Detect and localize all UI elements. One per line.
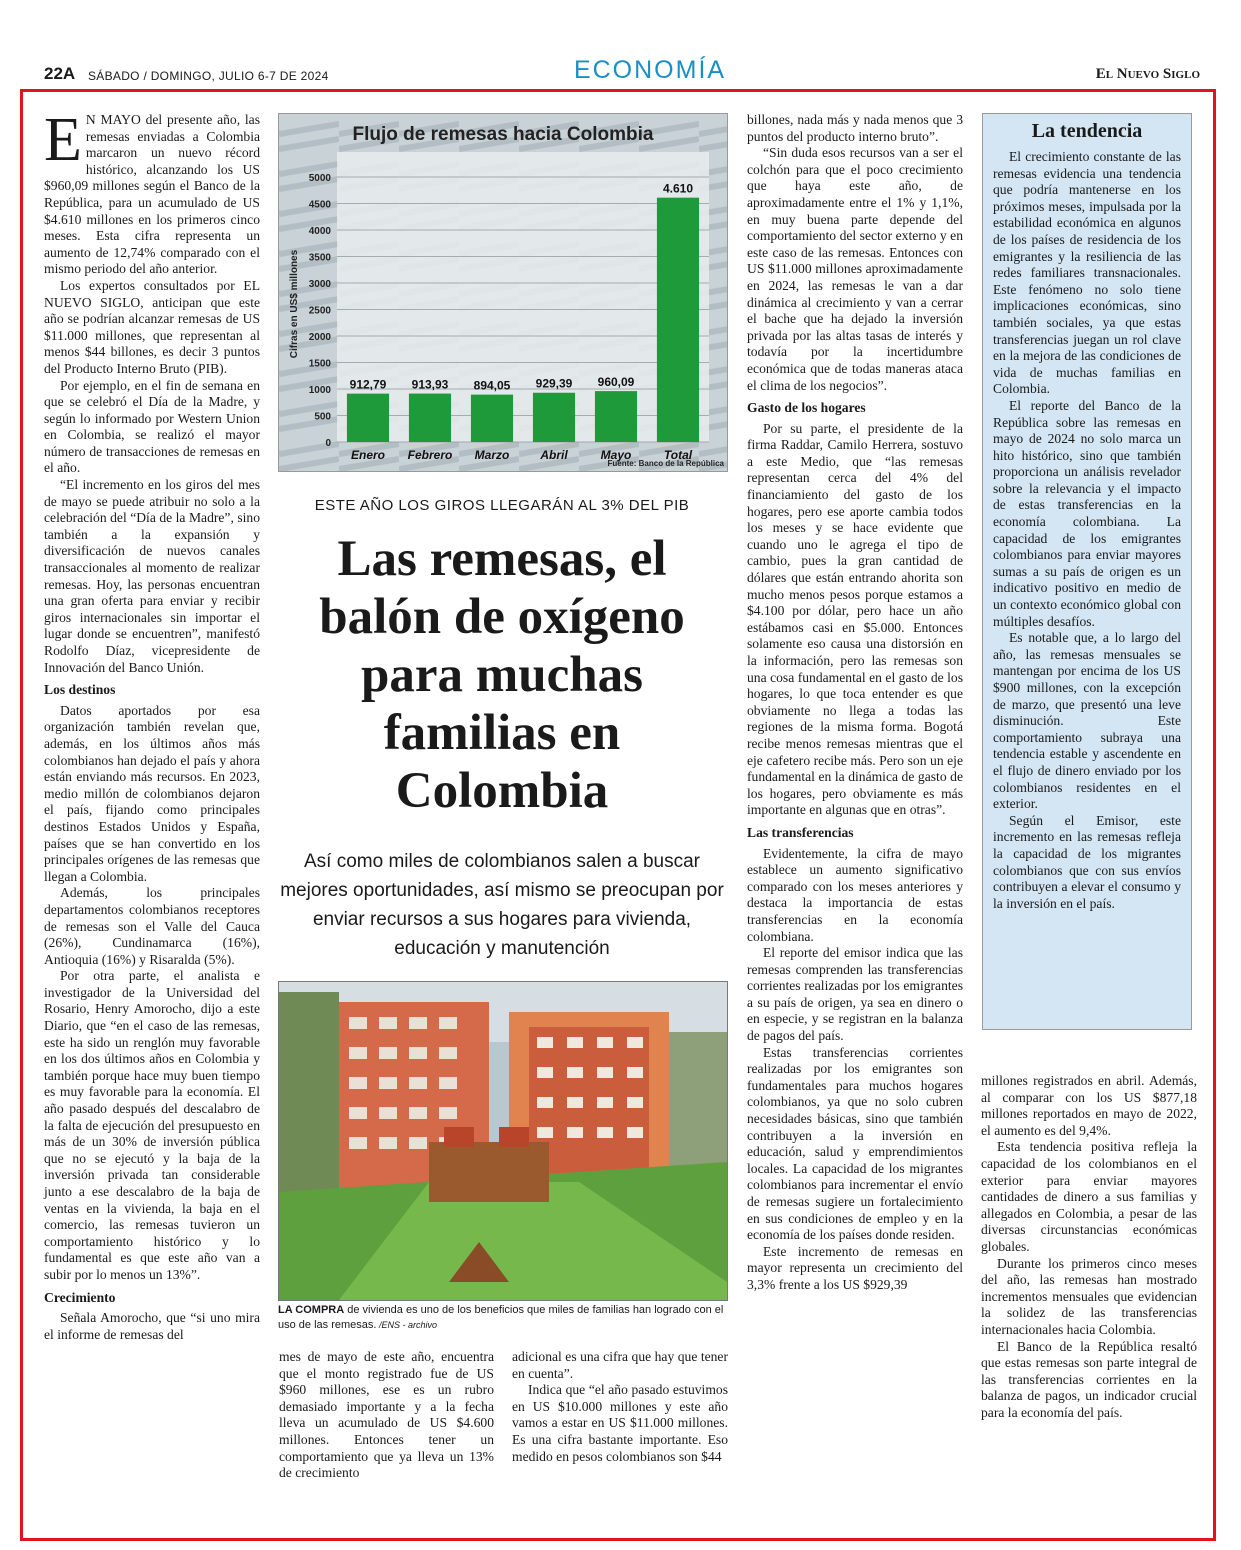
y-tick-label: 4500 xyxy=(308,199,331,211)
bar-value-label: 929,39 xyxy=(535,376,573,391)
paragraph: Durante los primeros cinco meses del año, las remesas han mostrado incrementos mensuales que evidencian la solidez de las transferencias internacionales hacia Colombia. xyxy=(981,1255,1197,1337)
paragraph: Datos aportados por esa organización también revelan que, además, en los últimos años más colombianos han dejado el país y ahora están enviando más recursos. En 2023, medio millón de colombianos dejaron el país, fijando como principales destinos Estados Unidos y España, países que se han convertido en los principales orígenes de las remesas que llegan a Colombia. xyxy=(44,702,260,884)
subheading-gasto-hogares: Gasto de los hogares xyxy=(747,400,866,416)
page-number: 22A xyxy=(44,64,76,83)
bar-value-label: 894,05 xyxy=(473,378,511,393)
x-category-label: Marzo xyxy=(474,448,510,462)
sidebar-la-tendencia xyxy=(982,113,1192,1030)
x-category-label: Abril xyxy=(540,448,568,462)
subheading-transferencias: Las transferencias xyxy=(747,824,854,840)
article-column-3-bottom xyxy=(512,1349,728,1465)
bar-value-label: 960,09 xyxy=(597,375,635,390)
photo-caption: LA COMPRA de vivienda es uno de los beneficios que miles de familias han logrado con el uso de las remesas. /ENS - archivo xyxy=(278,1304,724,1331)
photo-illustration xyxy=(279,982,727,1300)
y-tick-label: 1000 xyxy=(308,385,331,396)
paragraph: millones registrados en abril. Además, al comparar con los US $877,18 millones reportados en mayo de 2022, el aumento es del 9,4%. xyxy=(981,1073,1197,1138)
bar-febrero xyxy=(409,394,451,442)
x-category-label: Total xyxy=(663,448,693,462)
housing-photo xyxy=(278,981,728,1301)
paragraph: Según el Emisor, este incremento en las remesas refleja la capacidad de los migrantes colombianos que con sus envíos contribuyen a elevar el consumo y la inversión en el país. xyxy=(993,812,1181,911)
paragraph: Además, los principales departamentos colombianos receptores de remesas son el Valle del Cauca (26%), Cundinamarca (16%), Antioquia (16%) y Risaralda (5%). xyxy=(44,885,260,967)
article-subheadline: Así como miles de colombianos salen a buscar mejores oportunidades, así mismo se preocupan por enviar recursos a sus hogares para vivienda, educación y manutención xyxy=(280,851,724,959)
paragraph: mes de mayo de este año, encuentra que el monto registrado fue de US $960 millones, ese es un rubro demasiado importante y a la fecha lleva un acumulado de US $4.600 millones. Entonces tener un comportamiento que ya lleva un 13% de crecimiento xyxy=(279,1349,494,1481)
y-tick-label: 3000 xyxy=(308,279,331,290)
y-tick-label: 1500 xyxy=(308,358,331,370)
paragraph: El reporte del emisor indica que las remesas comprenden las transferencias corrientes realizadas por los emigrantes a su país de origen, ya sea en dinero o en especie, y se registran en la balanza de pagos del país. xyxy=(747,945,963,1044)
article-column-2-bottom xyxy=(279,1349,494,1482)
x-category-label: Enero xyxy=(350,448,386,462)
remittances-chart xyxy=(278,113,728,472)
paragraph: billones, nada más y nada menos que 3 puntos del producto interno bruto”. xyxy=(747,112,963,144)
paragraph: Los expertos consultados por EL NUEVO SIGLO, anticipan que este año se podrían alcanzar remesas de US $11.000 millones, que representan al menos $44 billones, es decir 3 puntos del Producto Interno Bruto (PIB). xyxy=(44,277,260,376)
chart-svg xyxy=(279,114,727,471)
paragraph: Indica que “el año pasado estuvimos en US $10.000 millones y este año vamos a estar en US $11.000 millones. Es una cifra bastante importante. Eso medido en pesos colombianos son $44 xyxy=(512,1382,728,1464)
bar-mayo xyxy=(595,391,637,442)
subheading-destinos: Los destinos xyxy=(44,682,116,698)
article-headline: Las remesas, el balón de oxígeno para muchas familias en Colombia xyxy=(319,531,685,819)
page-header xyxy=(40,56,1200,86)
x-category-label: Mayo xyxy=(600,448,632,462)
paragraph: Por ejemplo, en el fin de semana en que se celebró el Día de la Madre, y según lo informado por Western Union en Colombia, se realizó el mayor número de transacciones de remesas en el año. xyxy=(44,377,260,476)
article-column-4 xyxy=(747,112,963,1294)
paragraph: El crecimiento constante de las remesas evidencia una tendencia que podría mantenerse en los próximos meses, impulsada por la estabilidad económica en algunos de los países de residencia de los emigrantes y la resiliencia de las redes familiares transnacionales. Este fenómeno no solo tiene implicaciones económicas, sino también sociales, ya que estas transferencias juegan un rol clave en la mejora de las condiciones de vida de muchas familias en Colombia. xyxy=(993,149,1181,397)
sidebar-title: La tendencia xyxy=(1031,120,1143,142)
paragraph: “El incremento en los giros del mes de mayo se puede atribuir no solo a la celebración del “Día de la Madre”, sino también a la expansión y diversificación de nuevos canales transaccionales al momento de realizar remesas. Hoy, las personas encuentran una gran oferta para enviar y recibir giros internacionales sin importar el lugar donde se encuentren”, manifestó Rodolfo Díaz, vicepresidente de Innovación del Banco Unión. xyxy=(44,477,260,675)
y-tick-label: 3500 xyxy=(308,252,331,264)
paragraph: “Sin duda esos recursos van a ser el colchón para que el poco crecimiento que haya este año, de aproximadamente entre el 1% y 1,1%, en muy buena parte depende del comportamiento del sector externo y en este caso de las remesas. Entonces con US $11.000 millones aproximadamente en 2024, las remesas le van a dar dinámica al crecimiento y van a cerrar el bache que ha dejado la inversión privada por las altas tasas de interés y todavía por la incertidumbre económica que de todas maneras ataca el clima de los negocios”. xyxy=(747,145,963,393)
bar-value-label: 4.610 xyxy=(662,181,694,196)
article-column-5-bottom xyxy=(981,1073,1197,1421)
y-tick-label: 500 xyxy=(314,411,331,423)
paragraph: Por otra parte, el analista e investigador de la Universidad del Rosario, Henry Amorocho, dijo a este Diario, que “en el caso de las remesas, este ha sido un renglón muy favorable en los dos últimos años en Colombia y también porque hace muy buen tiempo es muy favorable para la economía. El año pasado después del descalabro de la falta de ejecución del presupuesto en más de un 30% de inversión pública que no se ejecutó y la baja de la inversión privada tan considerable junto a ese descalabro de la baja de ventas en la vivienda, la baja en el comercio, las remesas tuvieron un comportamiento histórico y lo fundamental es que este año van a subir por lo menos un 13%”. xyxy=(44,968,260,1282)
paragraph: El reporte del Banco de la República sobre las remesas en mayo de 2024 no solo marca un hito histórico, sino que también proporciona un análisis revelador sobre la relevancia y el impacto de estas transferencias en la economía colombiana. La capacidad de los emigrantes colombianos para enviar mayores sumas a su país de origen es un indicativo positivo en medio de un contexto económico global con múltiples desafíos. xyxy=(993,397,1181,629)
y-axis-label: Cifras en US$ millones xyxy=(289,249,300,359)
article-kicker: ESTE AÑO LOS GIROS LLEGARÁN AL 3% DEL PIB xyxy=(314,497,690,514)
paragraph: Es notable que, a lo largo del año, las remesas mensuales se mantengan por encima de los US $900 millones, con la excepción de marzo, que presentó una leve disminución. Este comportamiento subraya una tendencia estable y ascendente en el flujo de dinero enviado por los colombianos residentes en el exterior. xyxy=(993,630,1181,812)
paragraph: Estas transferencias corrientes realizadas por los emigrantes son fundamentales para muchos hogares colombianos, ya que no solo cubren necesidades básicas, sino que también contribuyen a la inversión en educación, salud y emprendimientos locales. La capacidad de los migrantes colombianos para incrementar el envío de remesas sugiere un fortalecimiento en sus condiciones de empleo y en la economía de los países donde residen. xyxy=(747,1044,963,1243)
x-category-label: Febrero xyxy=(407,448,453,462)
bar-enero xyxy=(347,394,389,442)
sidebar-body xyxy=(993,149,1181,912)
paragraph: adicional es una cifra que hay que tener en cuenta”. xyxy=(512,1349,728,1381)
paragraph: Este incremento de remesas en mayor representa un crecimiento del 3,3% frente a los US $929,39 xyxy=(747,1243,963,1292)
subheading-crecimiento: Crecimiento xyxy=(44,1289,116,1305)
bar-marzo xyxy=(471,395,513,442)
bar-total xyxy=(657,198,699,442)
y-tick-label: 0 xyxy=(325,438,331,449)
chart-title: Flujo de remesas hacia Colombia xyxy=(352,124,654,145)
section-title: ECONOMÍA xyxy=(573,56,727,84)
paragraph: Por su parte, el presidente de la firma Raddar, Camilo Herrera, sostuvo a este Medio, que “las remesas representan cerca del 4% del financiamiento del gasto de los hogares, pero ese aporte cambia todos los meses y se hace evidente que cuando uno le agrega el tipo de cambio, pues la gran cantidad de dólares que están entrando ahorita son mucho menos pesos porque estamos a $4.100 por dólar, pero hace un año estábamos casi en $5.000. Entonces solamente eso causa una distorsión en la información, pero las remesas son una cosa fundamental en el gasto de los hogares, lo que toca entender es que obviamente no llega a todas las regiones de la misma forma. Bogotá recibe menos remesas mientras que el eje cafetero recibe más. Pero son un eje fundamental en la dinámica de gasto de los hogares, pero obviamente es más importante en algunas que en otras”. xyxy=(747,420,963,818)
paragraph: Evidentemente, la cifra de mayo establece un aumento significativo comparado con los meses anteriores y destaca la importancia de estas transferencias en la economía colombiana. xyxy=(747,845,963,944)
chart-source: Fuente: Banco de la República xyxy=(607,459,724,468)
y-tick-label: 2500 xyxy=(308,305,331,317)
lead-paragraph: E N MAYO del presente año, las remesas enviadas a Colombia marcaron un nuevo récord histórico, alcanzando los US $960,09 millones según el Banco de la República, para un acumulado de US $4.610 millones en los primeros cinco meses. Esta cifra representa un aumento de 12,74% comparado con el mismo periodo del año anterior. xyxy=(44,106,260,277)
bar-value-label: 912,79 xyxy=(349,377,387,392)
bar-abril xyxy=(533,393,575,442)
drop-cap: E xyxy=(44,106,82,174)
bar-value-label: 913,93 xyxy=(411,377,449,392)
y-tick-label: 5000 xyxy=(308,173,331,184)
paragraph: Señala Amorocho, que “si uno mira el informe de remesas del xyxy=(44,1310,260,1342)
paragraph: Esta tendencia positiva refleja la capacidad de los colombianos en el exterior para enviar mayores cantidades de dinero a sus familias y allegados en Colombia, a pesar de las diversas circunstancias económicas globales. xyxy=(981,1139,1197,1254)
y-tick-label: 2000 xyxy=(308,332,331,343)
article-column-1 xyxy=(44,106,260,1343)
paragraph: El Banco de la República resaltó que estas remesas son parte integral de las transferencias corrientes en la balanza de pagos, un indicador crucial para la economía del país. xyxy=(981,1338,1197,1420)
y-tick-label: 4000 xyxy=(308,226,331,237)
newspaper-logo: El Nuevo Siglo xyxy=(1095,66,1200,82)
issue-date: SÁBADO / DOMINGO, JULIO 6-7 DE 2024 xyxy=(88,69,329,83)
